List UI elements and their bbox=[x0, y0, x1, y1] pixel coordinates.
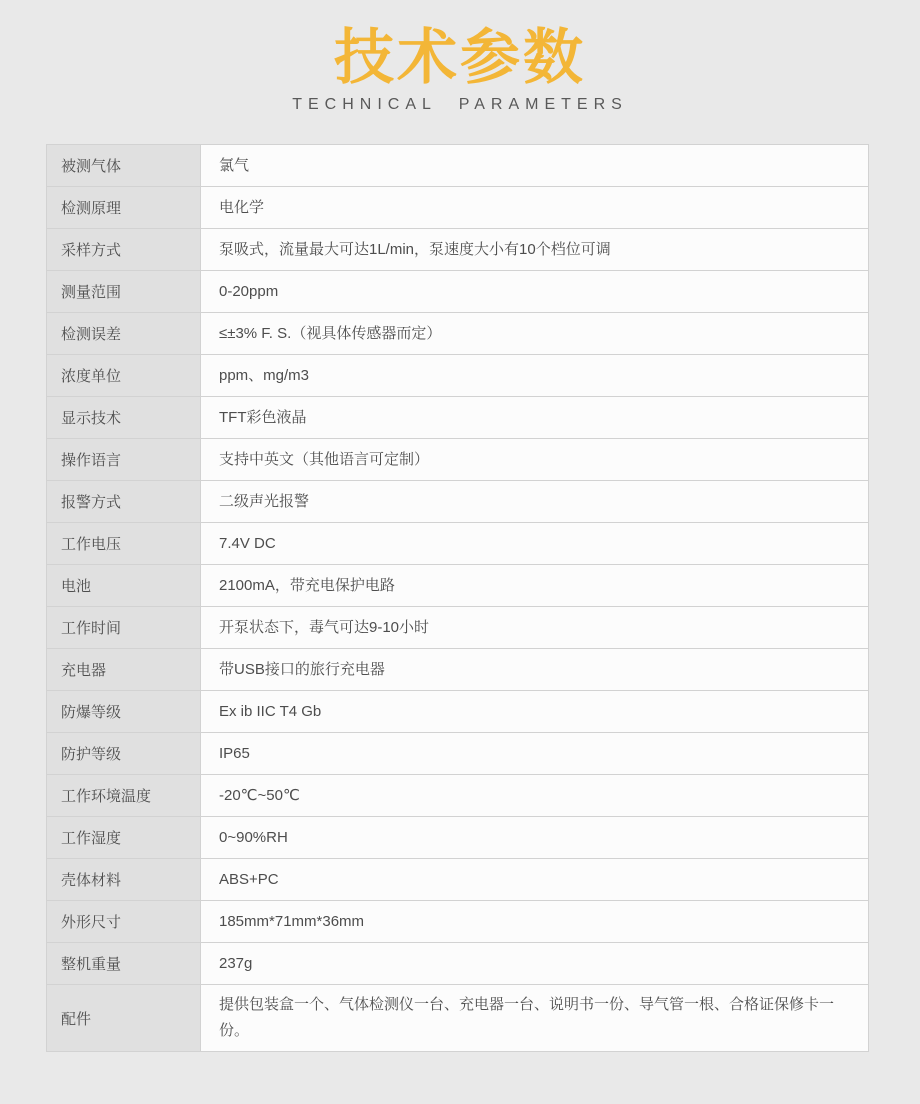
table-row bbox=[47, 481, 869, 523]
table-row bbox=[47, 943, 869, 985]
param-value: 带USB接口的旅行充电器 bbox=[201, 649, 869, 691]
param-value: -20℃~50℃ bbox=[201, 775, 869, 817]
table-row bbox=[47, 565, 869, 607]
table-row bbox=[47, 985, 869, 1052]
param-value: 提供包装盒一个、气体检测仪一台、充电器一台、说明书一份、导气管一根、合格证保修卡一份。 bbox=[201, 985, 869, 1052]
page-title: 技术参数 bbox=[334, 24, 586, 91]
param-label: 工作湿度 bbox=[47, 817, 201, 859]
table-row bbox=[47, 649, 869, 691]
param-label: 防护等级 bbox=[47, 733, 201, 775]
table-row bbox=[47, 439, 869, 481]
param-value: 185mm*71mm*36mm bbox=[201, 901, 869, 943]
param-value: 开泵状态下，毒气可达9-10小时 bbox=[201, 607, 869, 649]
page-header bbox=[0, 0, 920, 114]
param-label: 采样方式 bbox=[47, 229, 201, 271]
param-label: 电池 bbox=[47, 565, 201, 607]
param-label: 充电器 bbox=[47, 649, 201, 691]
table-row bbox=[47, 523, 869, 565]
param-label: 防爆等级 bbox=[47, 691, 201, 733]
param-label: 配件 bbox=[47, 985, 201, 1052]
table-row bbox=[47, 145, 869, 187]
table-row bbox=[47, 901, 869, 943]
param-label: 测量范围 bbox=[47, 271, 201, 313]
param-label: 工作时间 bbox=[47, 607, 201, 649]
parameters-table bbox=[46, 144, 869, 1052]
param-value: ≤±3% F. S.（视具体传感器而定） bbox=[201, 313, 869, 355]
param-value: 氯气 bbox=[201, 145, 869, 187]
param-label: 整机重量 bbox=[47, 943, 201, 985]
param-value: ppm、mg/m3 bbox=[201, 355, 869, 397]
table-row bbox=[47, 355, 869, 397]
param-value: 电化学 bbox=[201, 187, 869, 229]
param-value: 0~90%RH bbox=[201, 817, 869, 859]
table-row bbox=[47, 817, 869, 859]
table-row bbox=[47, 859, 869, 901]
param-label: 工作环境温度 bbox=[47, 775, 201, 817]
param-value: 7.4V DC bbox=[201, 523, 869, 565]
table-row bbox=[47, 691, 869, 733]
param-value: 237g bbox=[201, 943, 869, 985]
param-label: 壳体材料 bbox=[47, 859, 201, 901]
table-row bbox=[47, 313, 869, 355]
table-row bbox=[47, 271, 869, 313]
param-value: 泵吸式，流量最大可达1L/min，泵速度大小有10个档位可调 bbox=[201, 229, 869, 271]
param-value: Ex ib IIC T4 Gb bbox=[201, 691, 869, 733]
param-label: 检测原理 bbox=[47, 187, 201, 229]
param-label: 外形尺寸 bbox=[47, 901, 201, 943]
param-value: TFT彩色液晶 bbox=[201, 397, 869, 439]
table-row bbox=[47, 397, 869, 439]
param-label: 操作语言 bbox=[47, 439, 201, 481]
param-value: ABS+PC bbox=[201, 859, 869, 901]
table-row bbox=[47, 733, 869, 775]
param-value: 支持中英文（其他语言可定制） bbox=[201, 439, 869, 481]
table-row bbox=[47, 775, 869, 817]
table-row bbox=[47, 607, 869, 649]
param-label: 检测误差 bbox=[47, 313, 201, 355]
param-value: 二级声光报警 bbox=[201, 481, 869, 523]
parameters-table-body bbox=[47, 145, 869, 1052]
param-label: 报警方式 bbox=[47, 481, 201, 523]
table-row bbox=[47, 229, 869, 271]
param-label: 被测气体 bbox=[47, 145, 201, 187]
param-label: 浓度单位 bbox=[47, 355, 201, 397]
param-value: 2100mA，带充电保护电路 bbox=[201, 565, 869, 607]
param-value: IP65 bbox=[201, 733, 869, 775]
param-label: 显示技术 bbox=[47, 397, 201, 439]
table-row bbox=[47, 187, 869, 229]
page-subtitle: TECHNICAL PARAMETERS bbox=[292, 96, 628, 114]
param-value: 0-20ppm bbox=[201, 271, 869, 313]
param-label: 工作电压 bbox=[47, 523, 201, 565]
